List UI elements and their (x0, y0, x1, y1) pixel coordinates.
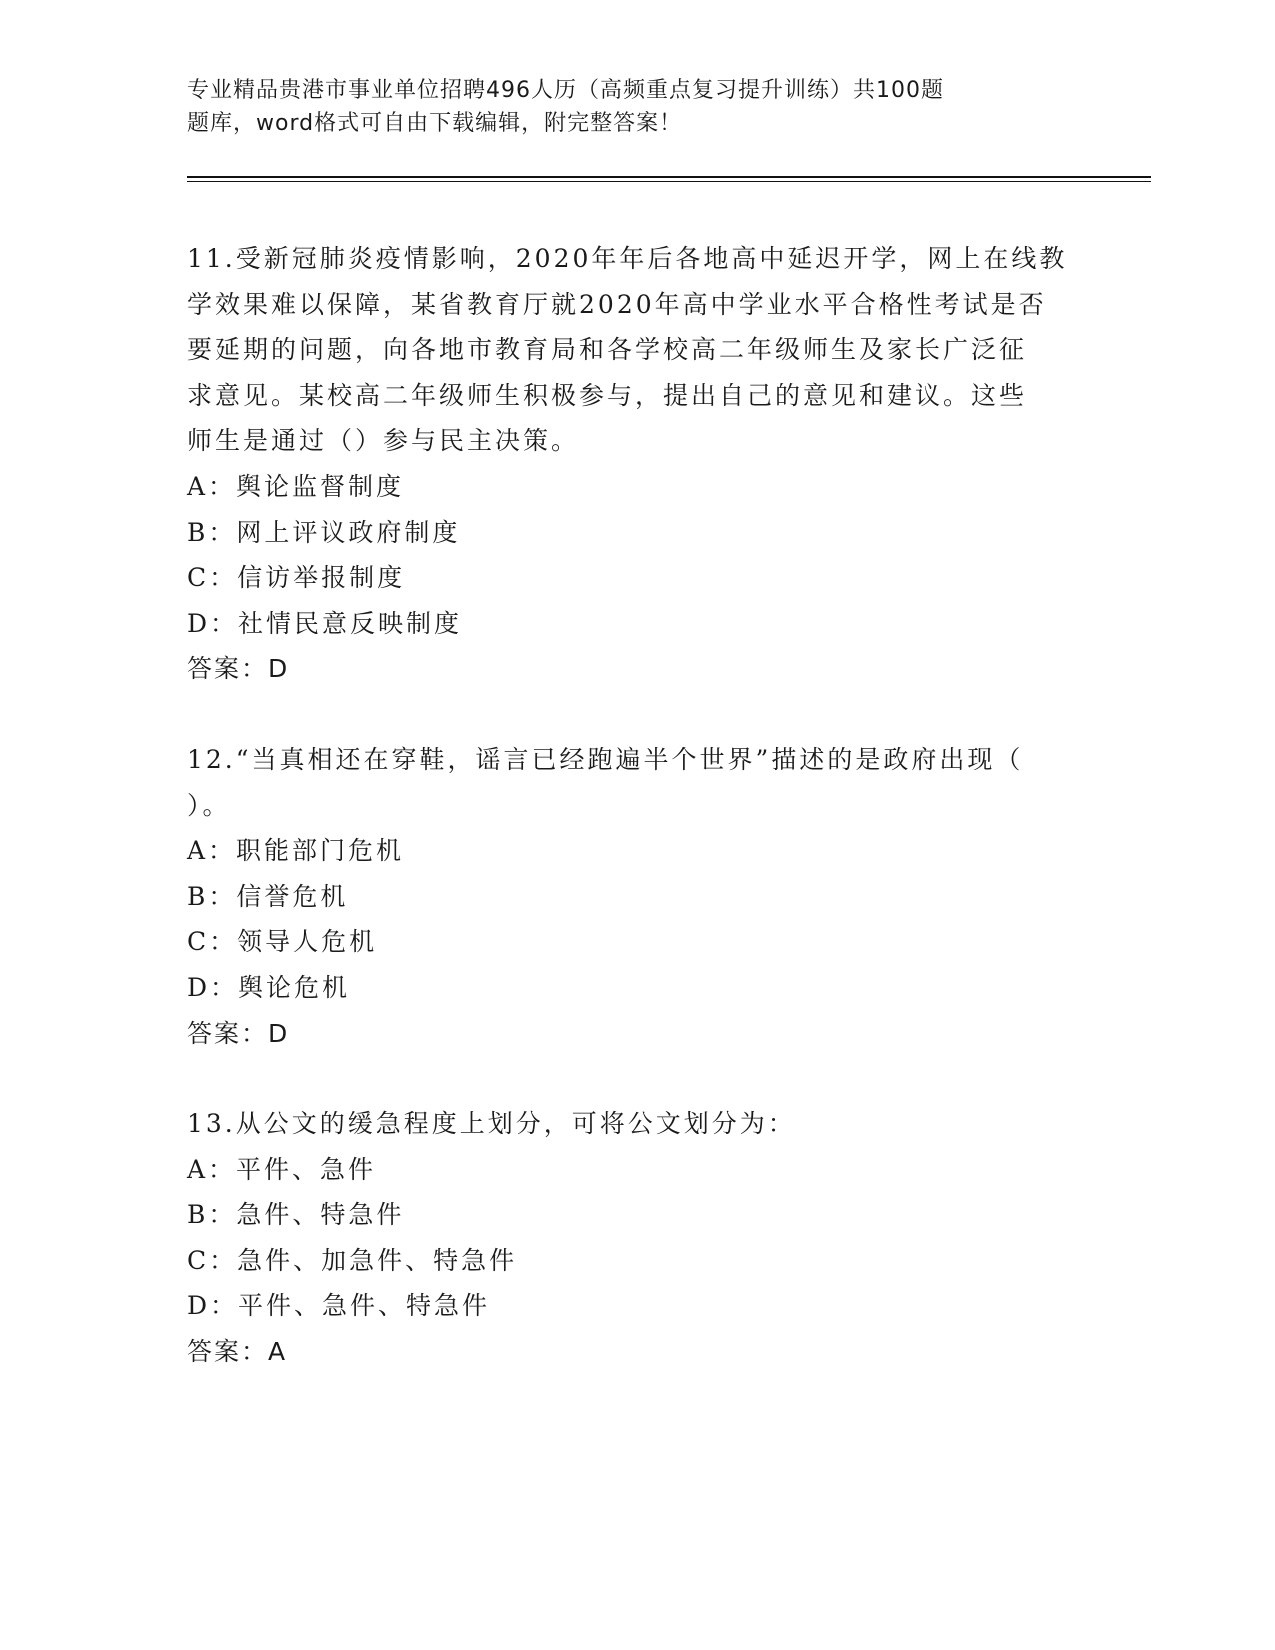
header-line-1: 专业精品贵港市事业单位招聘496人历（高频重点复习提升训练）共100题 (187, 78, 944, 103)
question-stem-line: ）。 (187, 790, 231, 820)
answer-label: 答案： (187, 1018, 269, 1048)
answer-line (187, 1011, 1087, 1057)
question-11 (187, 236, 1087, 692)
answer-value: D (268, 654, 288, 684)
question-12 (187, 737, 1087, 1056)
option-a: A：平件、急件 (187, 1154, 377, 1184)
header-rule-thin (187, 181, 1151, 182)
question-stem-line: 学效果难以保障，某省教育厅就2020年高中学业水平合格性考试是否 (187, 289, 1047, 319)
option-b: B：急件、特急件 (187, 1200, 405, 1230)
question-stem-line: 师生是通过（）参与民主决策。 (187, 426, 580, 456)
option-d: D：社情民意反映制度 (187, 608, 463, 638)
header-rule-thick (187, 176, 1151, 178)
option-b: B：网上评议政府制度 (187, 517, 461, 547)
answer-line (187, 646, 1087, 692)
option-a: A：舆论监督制度 (187, 471, 405, 501)
option-c: C：领导人危机 (187, 927, 378, 957)
option-c: C：急件、加急件、特急件 (187, 1245, 518, 1275)
document-header (187, 74, 1067, 140)
option-c: C：信访举报制度 (187, 563, 406, 593)
question-13 (187, 1101, 1087, 1375)
question-stem-line: 13.从公文的缓急程度上划分，可将公文划分为： (187, 1109, 796, 1139)
option-d: D：平件、急件、特急件 (187, 1291, 491, 1321)
answer-label: 答案： (187, 1337, 269, 1367)
answer-line (187, 1329, 1087, 1375)
answer-value: A (268, 1337, 286, 1367)
answer-label: 答案： (187, 654, 269, 684)
answer-value: D (268, 1018, 288, 1048)
question-list (187, 236, 1087, 1375)
question-stem-line: 12.“当真相还在穿鞋，谣言已经跑遍半个世界”描述的是政府出现（ (187, 744, 1024, 774)
option-b: B：信誉危机 (187, 881, 349, 911)
header-line-2: 题库，word格式可自由下载编辑，附完整答案！ (187, 111, 683, 136)
question-stem-line: 要延期的问题，向各地市教育局和各学校高二年级师生及家长广泛征 (187, 335, 1028, 365)
question-stem-line: 11.受新冠肺炎疫情影响，2020年年后各地高中延迟开学，网上在线教 (187, 244, 1068, 273)
question-stem-line: 求意见。某校高二年级师生积极参与，提出自己的意见和建议。这些 (187, 380, 1028, 410)
option-a: A：职能部门危机 (187, 836, 405, 866)
option-d: D：舆论危机 (187, 972, 351, 1002)
